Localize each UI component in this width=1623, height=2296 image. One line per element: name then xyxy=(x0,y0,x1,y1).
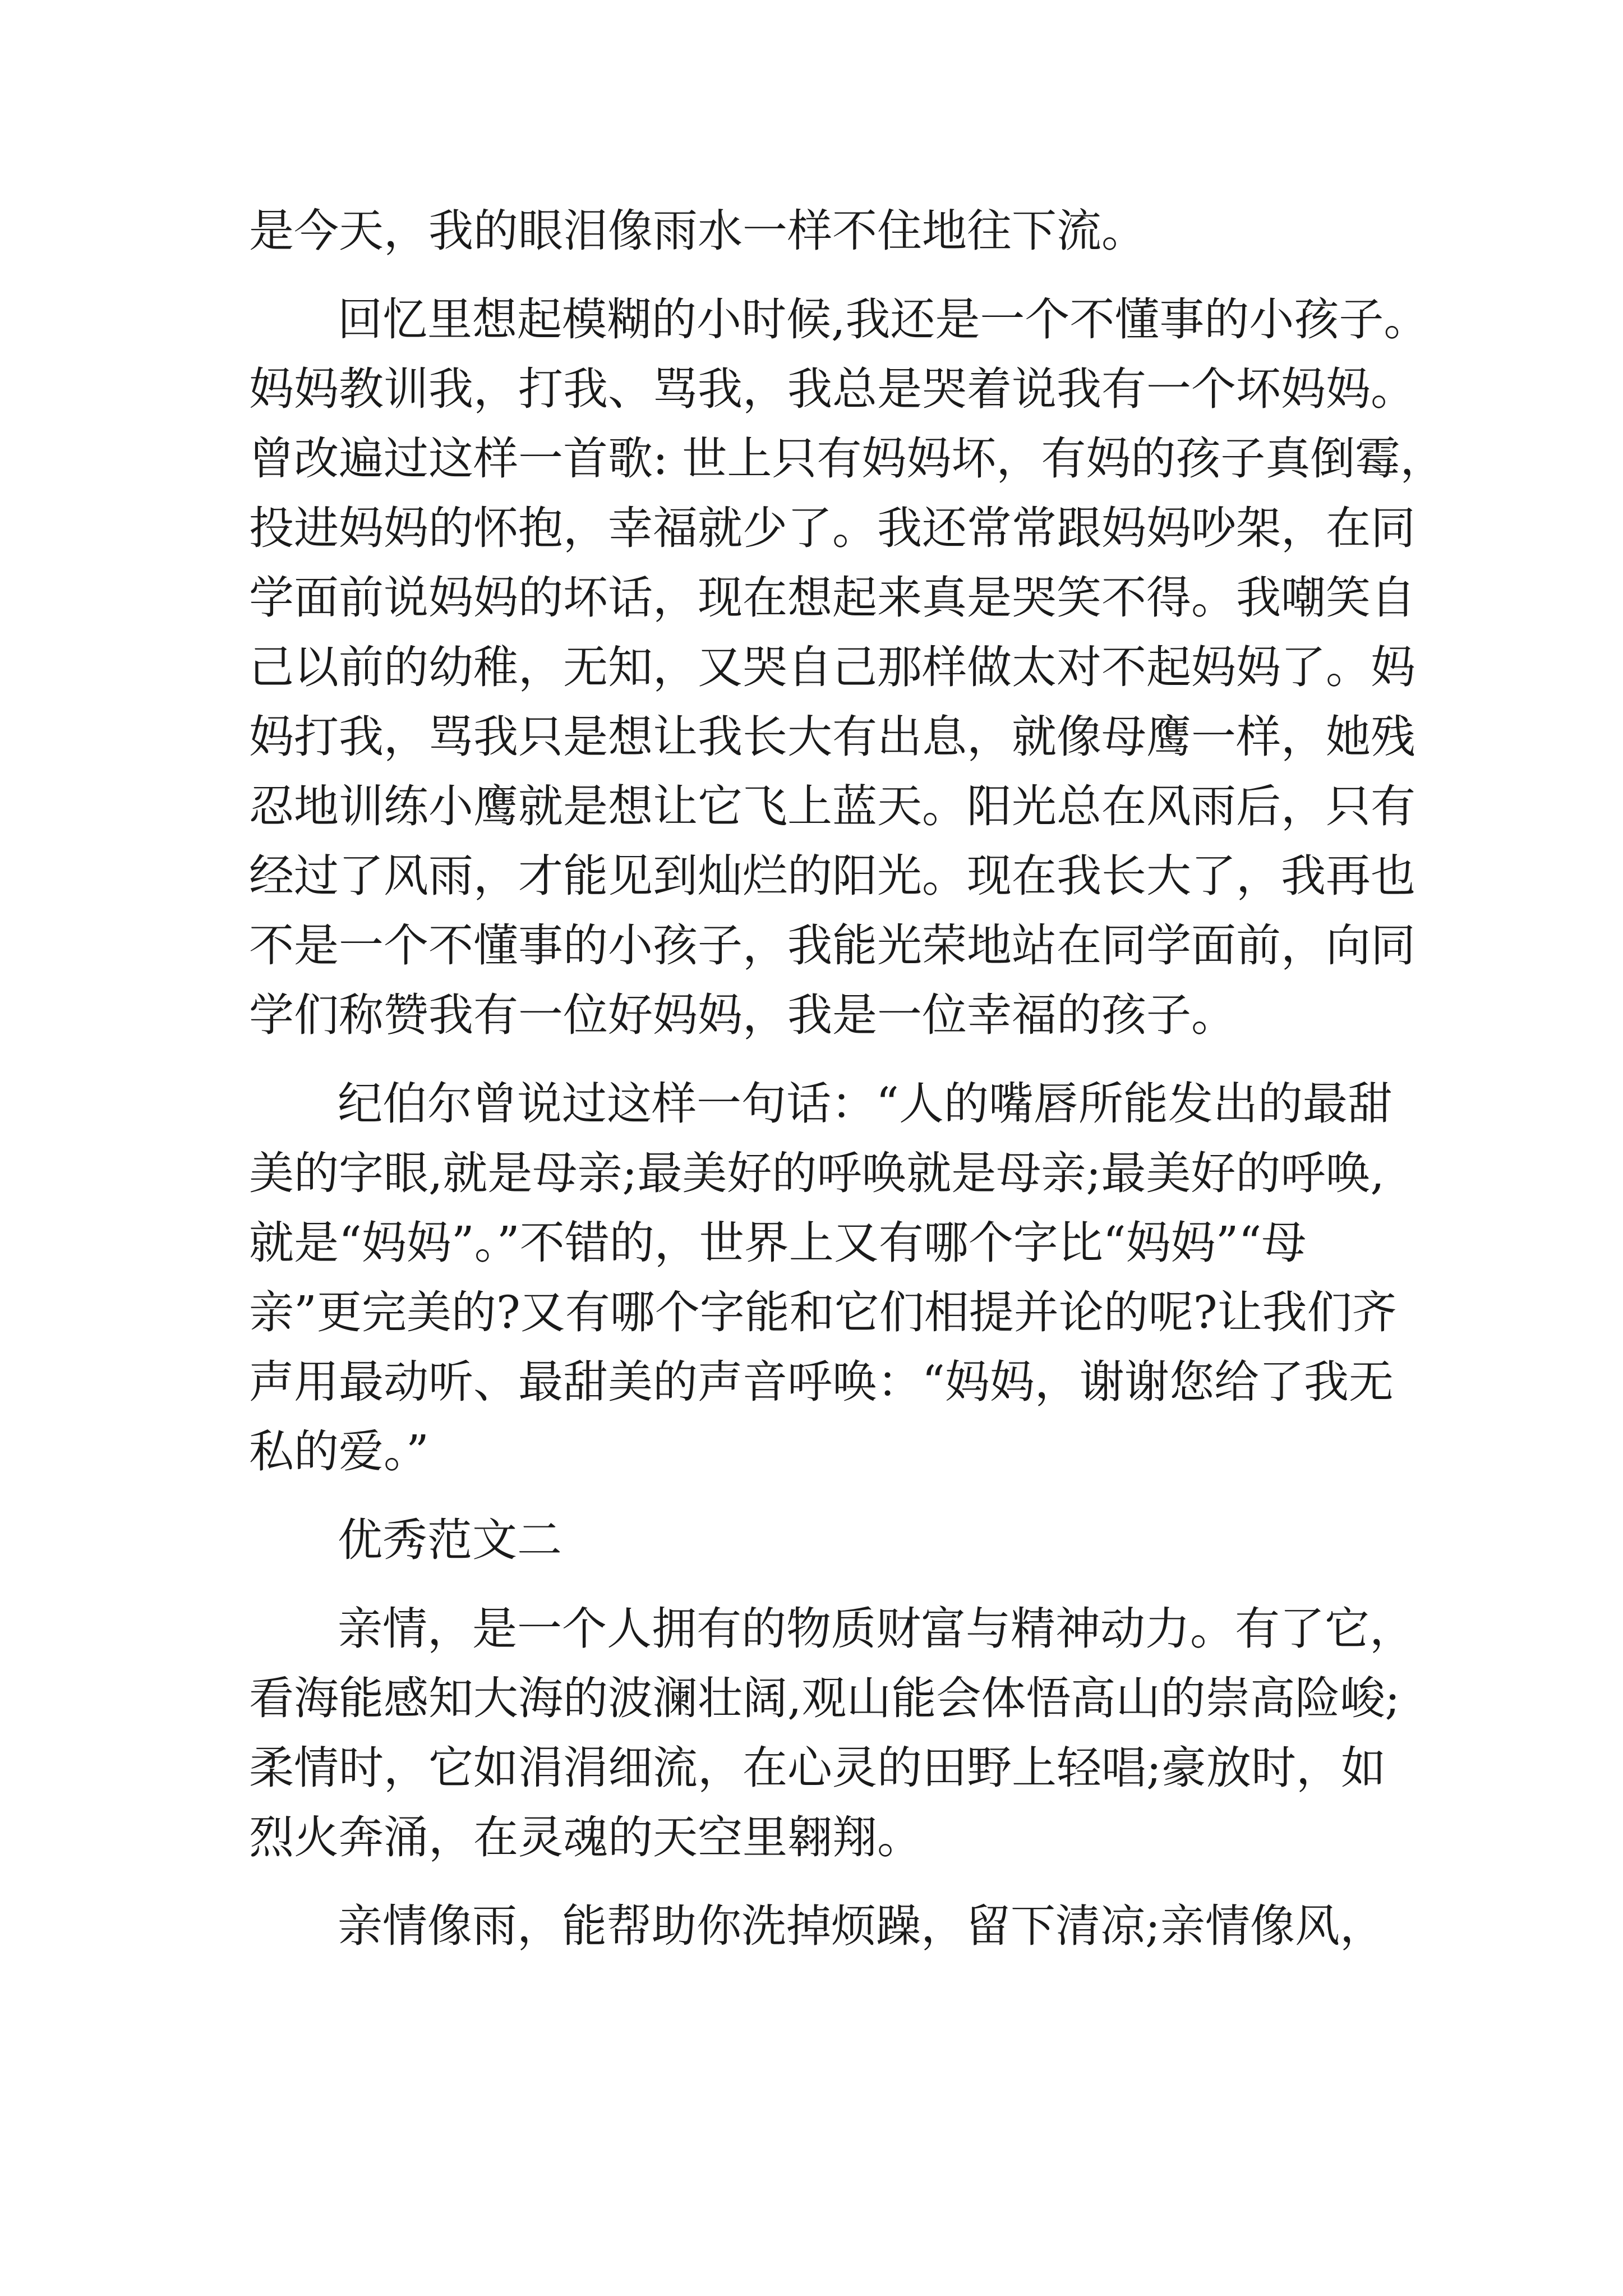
text-line: 看海能感知大海的波澜壮阔,观山能会体悟高山的崇高险峻; xyxy=(249,1672,1400,1724)
text-line: 经过了风雨，才能见到灿烂的阳光。现在我长大了，我再也 xyxy=(249,850,1415,902)
text-line: 是今天，我的眼泪像雨水一样不住地往下流。 xyxy=(249,205,1146,257)
text-line: 学面前说妈妈的坏话，现在想起来真是哭笑不得。我嘲笑自 xyxy=(249,572,1415,624)
paragraph-first-line: 亲情像雨，能帮助你洗掉烦躁，留下清凉;亲情像风， xyxy=(338,1900,1385,1952)
text-line: 美的字眼,就是母亲;最美好的呼唤就是母亲;最美好的呼唤, xyxy=(249,1147,1385,1199)
text-line: 妈打我，骂我只是想让我长大有出息，就像母鹰一样，她残 xyxy=(249,711,1415,763)
text-line: 烈火奔涌，在灵魂的天空里翱翔。 xyxy=(249,1811,922,1864)
text-line: 就是“妈妈”。”不错的，世界上又有哪个字比“妈妈”“母 xyxy=(249,1217,1307,1269)
text-line: 己以前的幼稚，无知，又哭自己那样做太对不起妈妈了。妈 xyxy=(249,641,1415,693)
text-line: 学们称赞我有一位好妈妈，我是一位幸福的孩子。 xyxy=(249,989,1236,1041)
text-line: 亲”更完美的?又有哪个字能和它们相提并论的呢?让我们齐 xyxy=(249,1286,1397,1338)
paragraph-first-line: 回忆里想起模糊的小时候,我还是一个不懂事的小孩子。 xyxy=(338,293,1429,346)
text-line: 曾改遍过这样一首歌: 世上只有妈妈坏，有妈的孩子真倒霉， xyxy=(249,432,1445,485)
text-line: 不是一个不懂事的小孩子，我能光荣地站在同学面前，向同 xyxy=(249,919,1415,972)
text-line: 妈妈教训我，打我、骂我，我总是哭着说我有一个坏妈妈。 xyxy=(249,363,1415,415)
text-line: 声用最动听、最甜美的声音呼唤：“妈妈，谢谢您给了我无 xyxy=(249,1356,1394,1408)
document-body xyxy=(249,196,1460,1961)
paragraph-first-line: 纪伯尔曾说过这样一句话：“人的嘴唇所能发出的最甜 xyxy=(338,1078,1393,1130)
text-line: 投进妈妈的怀抱，幸福就少了。我还常常跟妈妈吵架，在同 xyxy=(249,502,1415,554)
section-heading: 优秀范文二 xyxy=(338,1514,562,1566)
text-line: 忍地训练小鹰就是想让它飞上蓝天。阳光总在风雨后，只有 xyxy=(249,780,1415,832)
text-line: 私的爱。” xyxy=(249,1425,429,1478)
paragraph-first-line: 亲情，是一个人拥有的物质财富与精神动力。有了它， xyxy=(338,1603,1414,1655)
text-line: 柔情时，它如涓涓细流，在心灵的田野上轻唱;豪放时，如 xyxy=(249,1742,1386,1794)
